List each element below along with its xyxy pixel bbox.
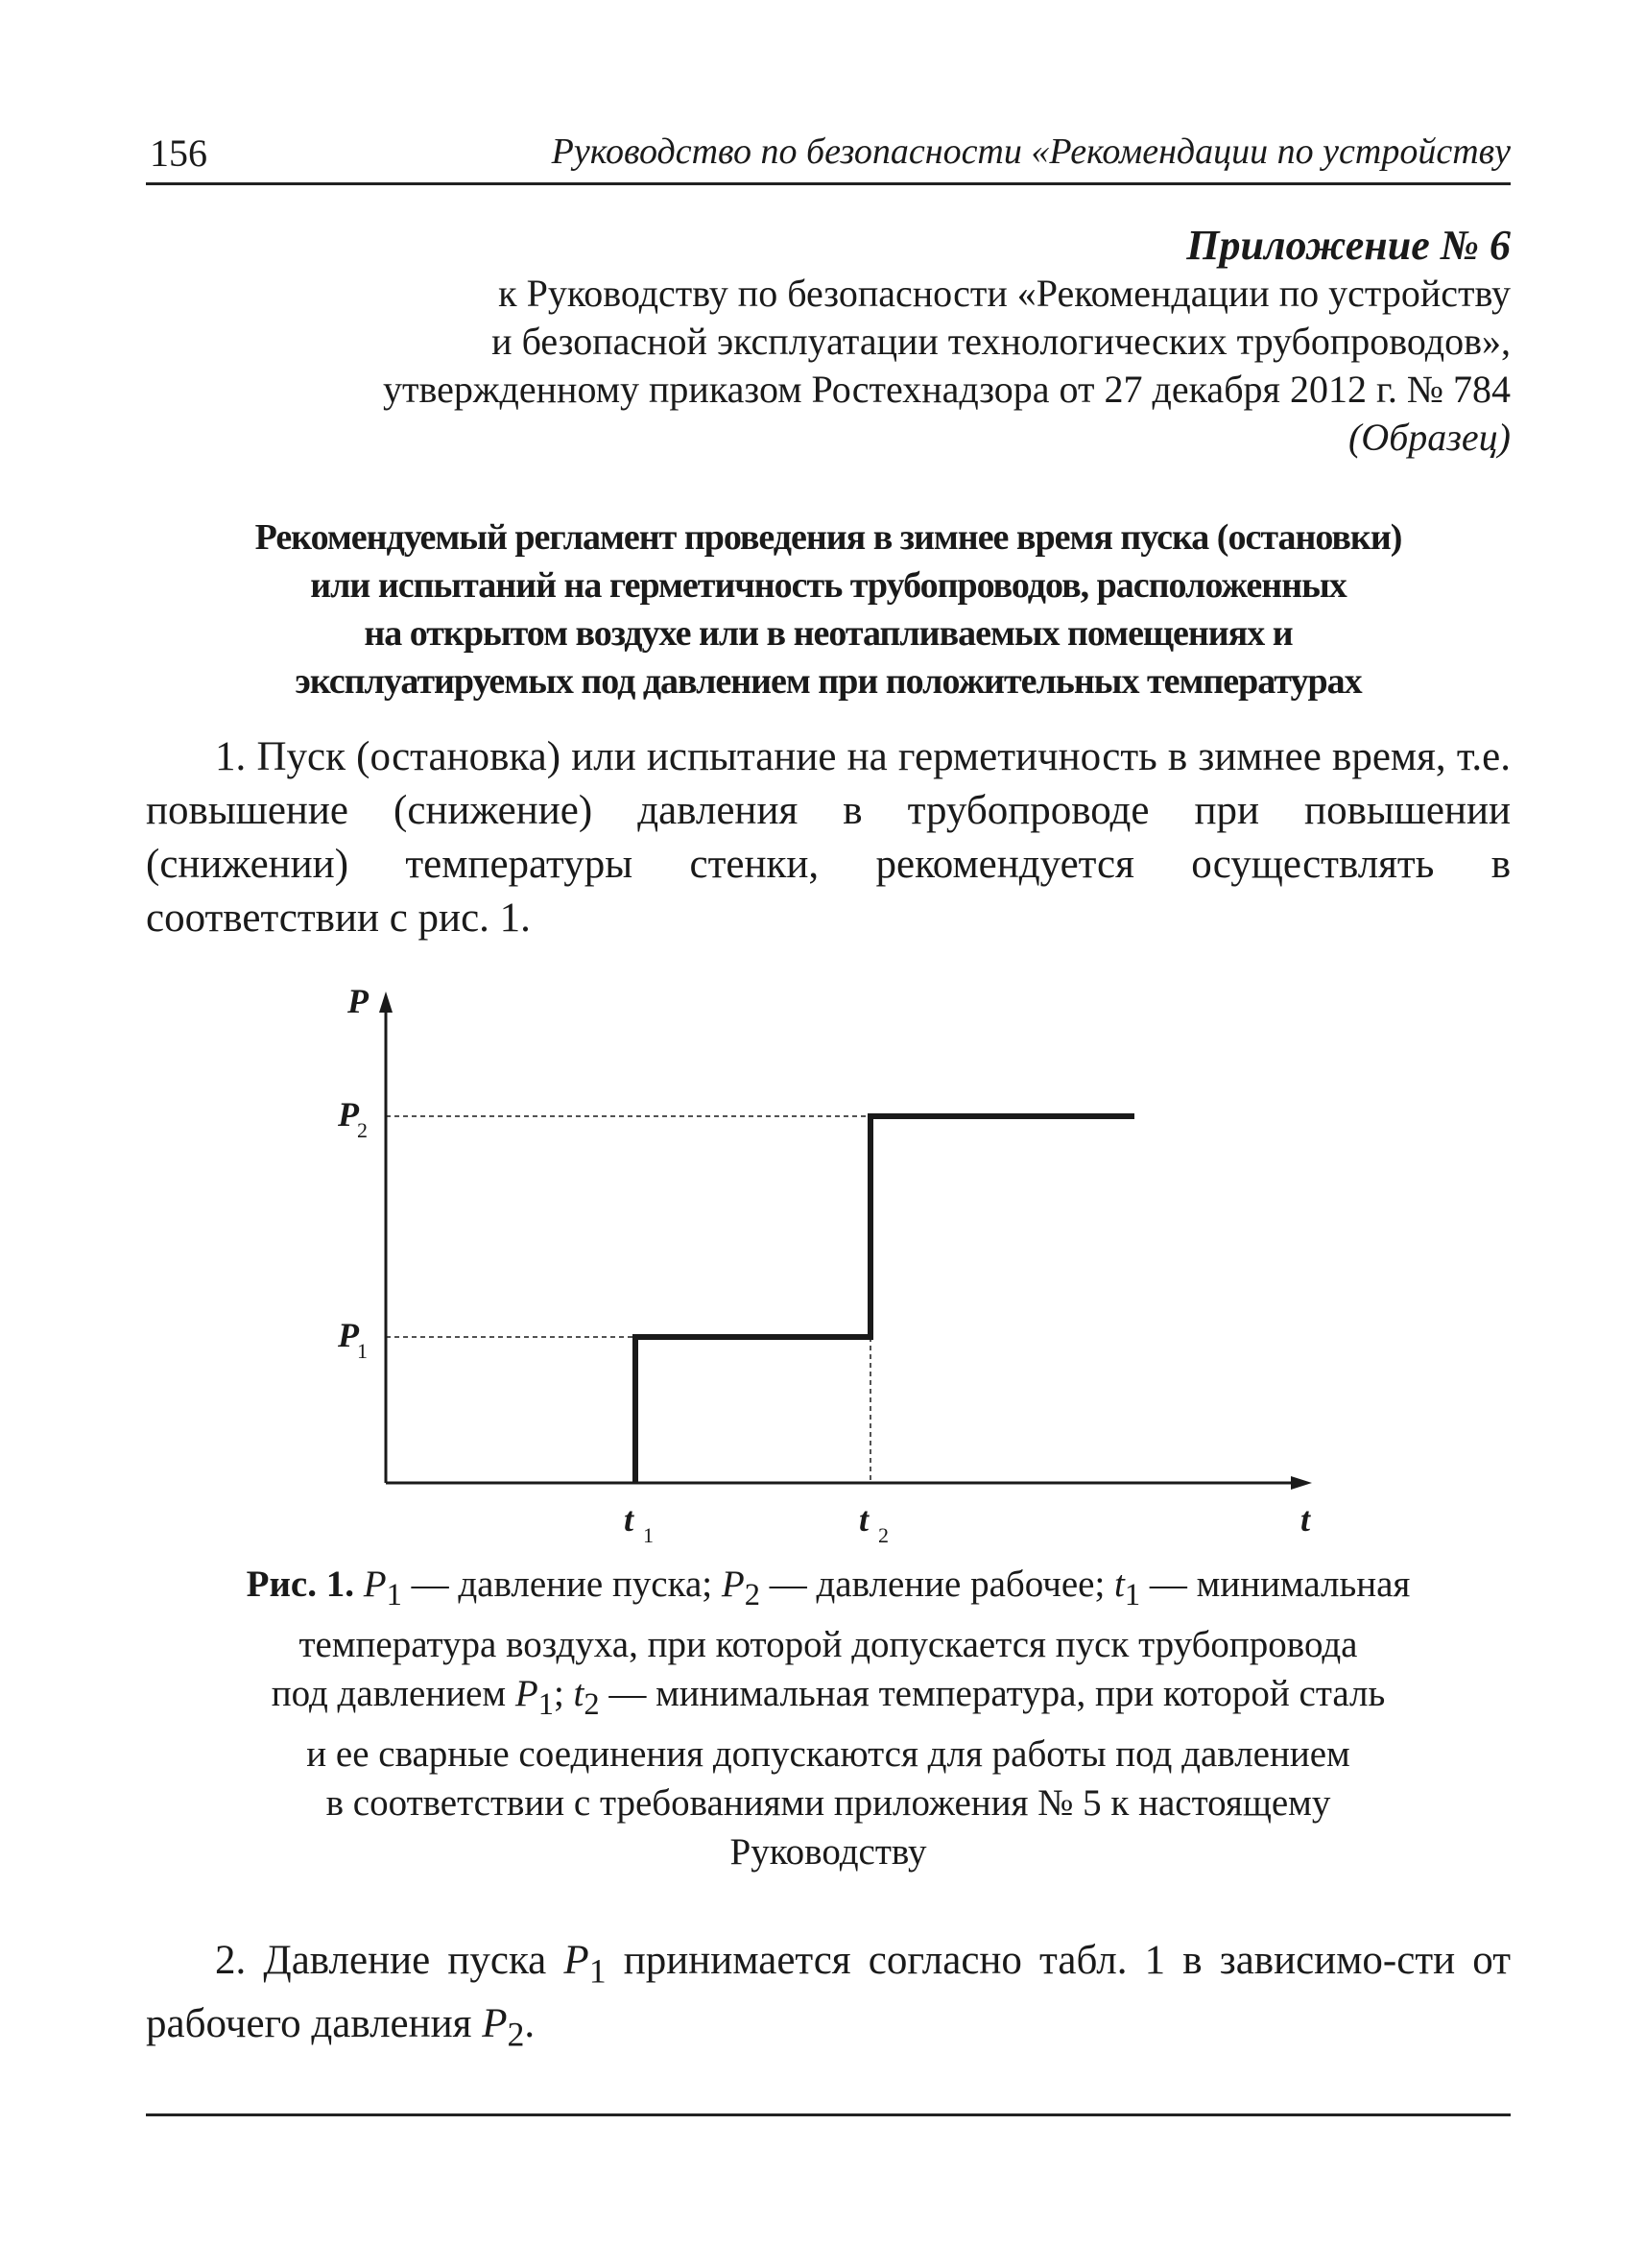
figure-caption — [146, 1560, 1511, 1876]
caption-p1-symbol: P — [363, 1564, 387, 1605]
paragraph-2-part-4: . — [524, 2001, 536, 2047]
caption-text-1: — давление пуска; — [401, 1564, 722, 1605]
caption-p2-subscript: 2 — [744, 1577, 760, 1612]
appendix-title: Приложение № 6 — [1186, 222, 1511, 269]
paragraph-2-part-2: принимается согласно табл. 1 в зависимо- — [606, 1937, 1397, 1983]
caption-t2-symbol: t — [573, 1672, 584, 1714]
y-axis-arrow-icon — [379, 991, 393, 1013]
paragraph-2-p2-symbol: P — [482, 2001, 508, 2047]
paragraph-2-p1-symbol: P — [563, 1937, 589, 1983]
heading-line-3: на открытом воздухе или в неотапливаемых помещениях и — [364, 613, 1293, 654]
y-tick-p1-subscript: 1 — [357, 1339, 368, 1363]
caption-text-5: ; — [553, 1672, 574, 1714]
caption-p1b-symbol: P — [514, 1672, 538, 1714]
caption-p2-symbol: P — [721, 1564, 745, 1605]
step-series-line — [635, 1116, 1134, 1483]
paragraph-2-part-3: сти от рабочего давления — [146, 1937, 1511, 2047]
caption-t1-symbol: t — [1114, 1564, 1125, 1605]
paragraph-2-p2-subscript: 2 — [507, 2015, 525, 2054]
appendix-reference — [146, 222, 1511, 462]
caption-line-3 — [146, 1669, 1511, 1730]
x-tick-t1: t — [624, 1500, 634, 1539]
page-number: 156 — [150, 131, 207, 175]
y-tick-p1: P — [338, 1316, 359, 1354]
pressure-step-chart — [146, 972, 1511, 1548]
running-title: Руководство по безопасности «Рекомендации по устройству — [551, 131, 1511, 172]
caption-text-6: — минимальная температура, при которой сталь — [599, 1672, 1386, 1714]
paragraph-2-p1-subscript: 1 — [588, 1951, 607, 1991]
appendix-line-2: и безопасной эксплуатации технологических трубопроводов», — [491, 320, 1511, 363]
caption-t2-subscript: 2 — [584, 1686, 600, 1722]
caption-p1b-subscript: 1 — [537, 1686, 554, 1722]
paragraph-1: 1. Пуск (остановка) или испытание на герметичность в зимнее время, т.е. повышение (снижение) давления в трубопроводе при повышении (снижении) температуры стенки, рекомендуется осуществлять в соответствии с рис. 1. — [146, 734, 1511, 941]
caption-line-1 — [146, 1560, 1511, 1620]
caption-text-4: под давлением — [271, 1672, 515, 1714]
paragraph-2 — [146, 1934, 1511, 2062]
heading-line-2: или испытаний на герметичность трубопроводов, расположенных — [310, 565, 1347, 606]
x-axis-arrow-icon — [1291, 1476, 1312, 1490]
caption-line-6: Руководству — [729, 1830, 927, 1873]
appendix-sample-label: (Образец) — [1347, 416, 1511, 459]
running-header — [146, 125, 1511, 185]
x-axis-label: t — [1300, 1500, 1311, 1539]
appendix-line-1: к Руководству по безопасности «Рекомендации по устройству — [498, 272, 1511, 315]
y-axis-label: P — [347, 982, 369, 1020]
caption-text-3: — минимальная — [1140, 1564, 1411, 1605]
caption-line-2: температура воздуха, при которой допускается пуск трубопровода — [298, 1623, 1358, 1665]
caption-label: Рис. 1. — [246, 1564, 354, 1605]
y-tick-p2: P — [338, 1095, 359, 1134]
x-tick-t2-subscript: 2 — [878, 1523, 889, 1547]
bottom-rule — [146, 2113, 1511, 2116]
caption-p1-subscript: 1 — [386, 1577, 402, 1612]
caption-text-2: — давление рабочее; — [759, 1564, 1115, 1605]
heading-line-4: эксплуатируемых под давлением при положительных температурах — [295, 661, 1362, 702]
document-heading — [146, 513, 1511, 705]
paragraph-2-part-1: 2. Давление пуска — [215, 1937, 564, 1983]
y-tick-p2-subscript: 2 — [357, 1118, 368, 1142]
x-tick-t2: t — [859, 1500, 870, 1539]
caption-line-4: и ее сварные соединения допускаются для работы под давлением — [306, 1732, 1350, 1775]
caption-line-5: в соответствии с требованиями приложения № 5 к настоящему — [325, 1781, 1331, 1824]
appendix-line-3: утвержденному приказом Ростехнадзора от 27 декабря 2012 г. № 784 — [383, 368, 1511, 411]
heading-line-1: Рекомендуемый регламент проведения в зимнее время пуска (остановки) — [254, 517, 1402, 558]
figure-1 — [146, 972, 1511, 1548]
caption-t1-subscript: 1 — [1124, 1577, 1141, 1612]
document-page — [146, 125, 1511, 2116]
x-tick-t1-subscript: 1 — [643, 1523, 654, 1547]
